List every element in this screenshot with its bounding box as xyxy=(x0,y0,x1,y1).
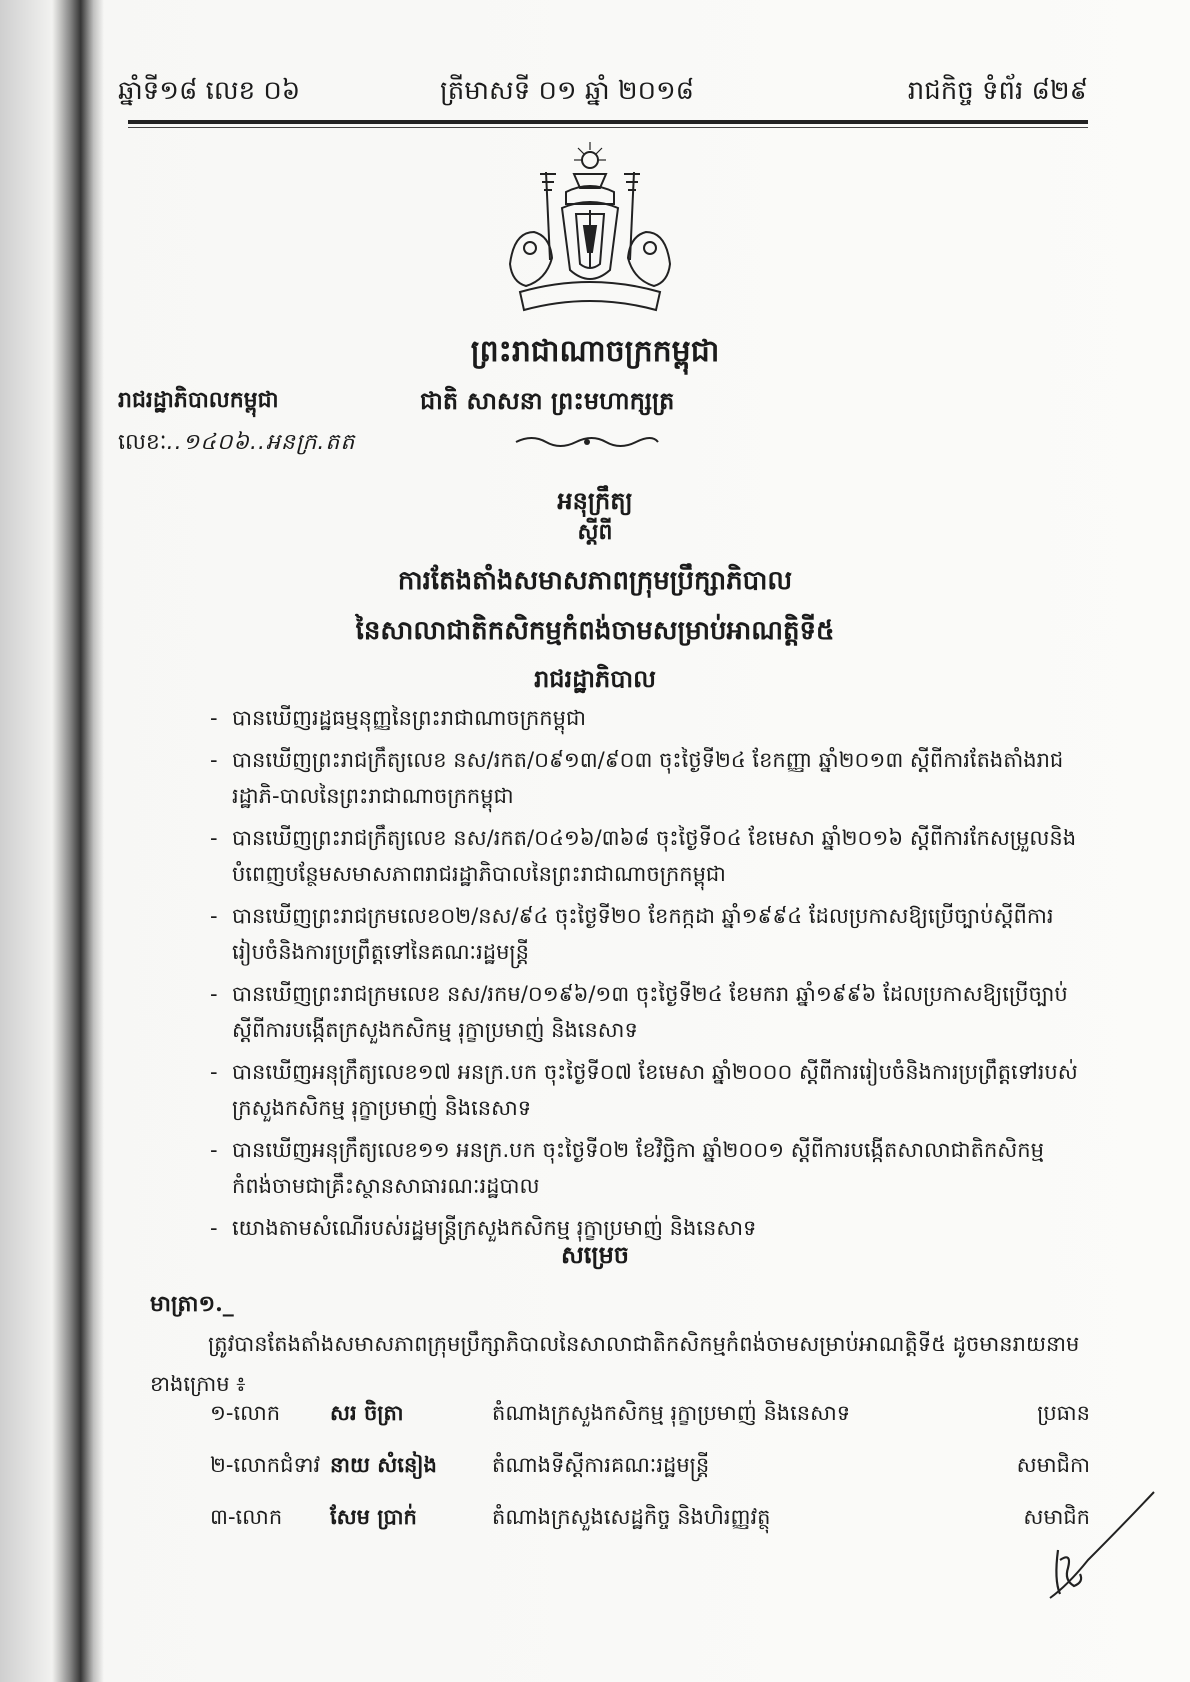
header-rule-thin xyxy=(128,127,1088,128)
member-position: សមាជិក xyxy=(1023,1505,1090,1529)
member-position: ប្រធាន xyxy=(1037,1401,1090,1425)
document-type: អនុក្រឹត្យ xyxy=(557,486,633,515)
recital-item: - បានឃើញព្រះរាជក្រមលេខ០២/នស/៩៤ ចុះថ្ងៃទី២០ ខែកក្កដា ឆ្នាំ១៩៩៤ ដែលប្រកាសឱ្យប្រើច្បាប់ស្តីពីការរៀបចំនិងការប្រព្រឹត្តទៅនៃគណៈរដ្ឋមន្ត្រី xyxy=(210,898,1090,970)
title-line-2: នៃសាលាជាតិកសិកម្មកំពង់ចាមសម្រាប់អាណត្តិទី៥ xyxy=(355,616,835,646)
recital-item: - បានឃើញរដ្ឋធម្មនុញ្ញនៃព្រះរាជាណាចក្រកម្ពុជា xyxy=(210,700,1090,736)
recital-item: - បានឃើញព្រះរាជក្រឹត្យលេខ នស/រកត/០៩១៣/៩០៣ ចុះថ្ងៃទី២៤ ខែកញ្ញា ឆ្នាំ២០១៣ ស្តីពីការតែងតាំងរាជរដ្ឋាភិ-បាលនៃព្រះរាជាណាចក្រកម្ពុជា xyxy=(210,742,1090,814)
article-1-heading: មាត្រា១._ xyxy=(150,1291,234,1317)
member-position: សមាជិកា xyxy=(1016,1453,1090,1477)
royal-emblem-icon xyxy=(500,140,680,318)
member-title: ២-លោកជំទាវ xyxy=(210,1453,321,1477)
recitals-list xyxy=(210,700,1090,1252)
member-row xyxy=(210,1452,1090,1504)
recital-item: - បានឃើញព្រះរាជក្រមលេខ នស/រកម/០១៩៦/១៣ ចុះថ្ងៃទី២៤ ខែមករា ឆ្នាំ១៩៩៦ ដែលប្រកាសឱ្យប្រើច្បាប់ស្តីពីការបង្កើតក្រសួងកសិកម្ម រុក្ខាប្រមាញ់ និងនេសាទ xyxy=(210,976,1090,1048)
recital-item: - បានឃើញអនុក្រឹត្យលេខ១១ អនក្រ.បក ចុះថ្ងៃទី០២ ខែវិច្ឆិកា ឆ្នាំ២០០១ ស្តីពីការបង្កើតសាលាជាតិកសិកម្មកំពង់ចាមជាគ្រឹះស្ថានសាធារណៈរដ្ឋបាល xyxy=(210,1132,1090,1204)
header-rule xyxy=(128,120,1088,124)
member-title: ៣-លោក xyxy=(210,1505,283,1529)
decision-heading: សម្រេច xyxy=(560,1240,630,1269)
member-name: សែម ប្រាក់ xyxy=(330,1504,417,1529)
recital-item: - យោងតាមសំណើរបស់រដ្ឋមន្ត្រីក្រសួងកសិកម្ម រុក្ខាប្រមាញ់ និងនេសាទ xyxy=(210,1210,1090,1246)
member-represents: តំណាងទីស្តីការគណៈរដ្ឋមន្ត្រី xyxy=(492,1453,710,1477)
member-represents: តំណាងក្រសួងសេដ្ឋកិច្ច និងហិរញ្ញវត្ថុ xyxy=(492,1505,771,1529)
title-line-1: ការតែងតាំងសមាសភាពក្រុមប្រឹក្សាភិបាល xyxy=(397,566,793,596)
header-trimester: ត្រីមាសទី ០១ ឆ្នាំ ២០១៨ xyxy=(440,76,695,106)
member-row xyxy=(210,1504,1090,1556)
title-issuer: រាជរដ្ឋាភិបាល xyxy=(534,664,656,693)
header-year-issue: ឆ្នាំទី១៨ លេខ ០៦ xyxy=(118,76,301,106)
decree-number-label: លេខៈ xyxy=(118,430,167,455)
kingdom-name: ព្រះរាជាណាចក្រកម្ពុជា xyxy=(470,334,720,369)
decree-number xyxy=(118,428,355,460)
government-name: រាជរដ្ឋាភិបាលកម្ពុជា xyxy=(118,387,279,413)
member-name: សរ ចិត្រា xyxy=(330,1400,404,1425)
decree-number-value: ..១៤០៦..អនក្រ.តត xyxy=(166,430,356,455)
recital-item: - បានឃើញអនុក្រឹត្យលេខ១៧ អនក្រ.បក ចុះថ្ងៃទី០៧ ខែមេសា ឆ្នាំ២០០០ ស្តីពីការរៀបចំនិងការប្រព្រឹត្តទៅរបស់ក្រសួងកសិកម្ម រុក្ខាប្រមាញ់ និងនេសាទ xyxy=(210,1054,1090,1126)
document-about: ស្តីពី xyxy=(577,519,613,545)
header-gazette-page: រាជកិច្ច ទំព័រ ៨២៩ xyxy=(907,76,1088,106)
member-row xyxy=(210,1400,1090,1452)
recital-item: - បានឃើញព្រះរាជក្រឹត្យលេខ នស/រកត/០៤១៦/៣៦៨ ចុះថ្ងៃទី០៤ ខែមេសា ឆ្នាំ២០១៦ ស្តីពីការកែសម្រួលនិងបំពេញបន្ថែមសមាសភាពរាជរដ្ឋាភិបាលនៃព្រះរាជាណាចក្រកម្ពុជា xyxy=(210,820,1090,892)
initials-signature-icon xyxy=(1028,1490,1158,1600)
binding-shadow xyxy=(52,0,104,1682)
members-table xyxy=(210,1400,1090,1556)
member-title: ១-លោក xyxy=(210,1401,281,1425)
ornament-divider-icon xyxy=(512,432,662,450)
member-represents: តំណាងក្រសួងកសិកម្ម រុក្ខាប្រមាញ់ និងនេសាទ xyxy=(492,1401,851,1425)
article-1-body: ត្រូវបានតែងតាំងសមាសភាពក្រុមប្រឹក្សាភិបាលនៃសាលាជាតិកសិកម្មកំពង់ចាមសម្រាប់អាណត្តិទី៥ ដូចមានរាយនាមខាងក្រោម ៖ xyxy=(150,1332,1080,1396)
member-name: នាយ សំនៀង xyxy=(330,1452,437,1477)
national-motto: ជាតិ សាសនា ព្រះមហាក្សត្រ xyxy=(420,386,675,415)
